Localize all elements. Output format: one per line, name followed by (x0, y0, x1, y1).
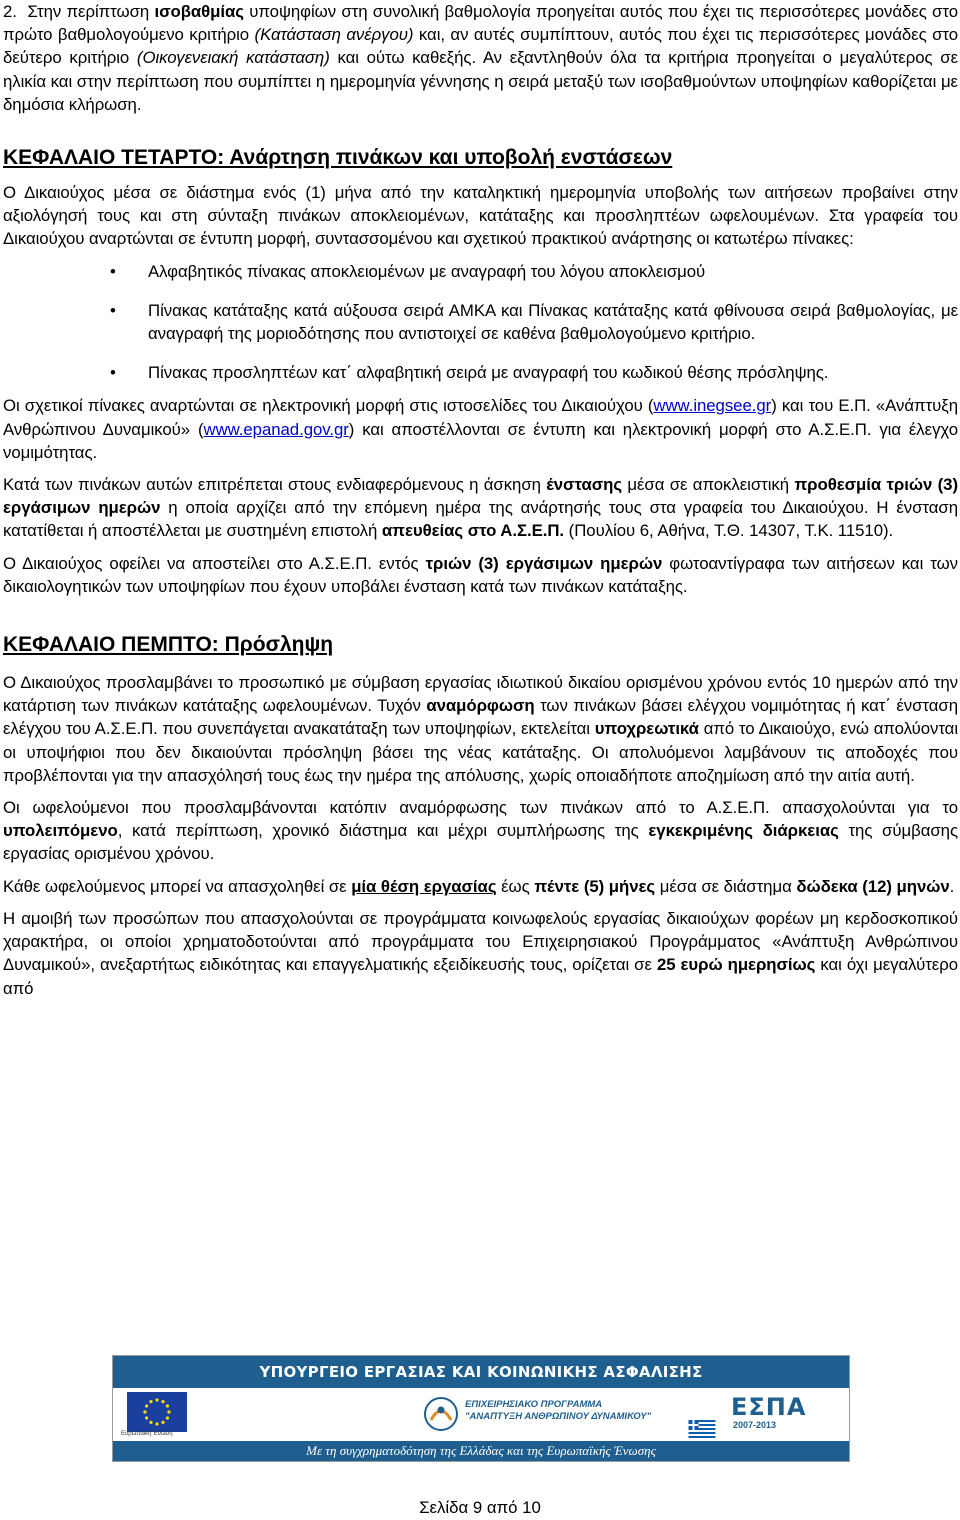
inegsee-link[interactable]: www.inegsee.gr (653, 396, 772, 416)
operational-programme-title: ΕΠΙΧΕΙΡΗΣΙΑΚΟ ΠΡΟΓΡΑΜΜΑ "ΑΝΑΠΤΥΞΗ ΑΝΘΡΩΠΙΝΟΥ ΔΥΝΑΜΙΚΟΥ" (465, 1399, 652, 1422)
epanad-link[interactable]: www.epanad.gov.gr (203, 419, 349, 439)
intro-paragraph: 2. Στην περίπτωση ισοβαθμίας υποψηφίων στη συνολική βαθμολογία προηγείται αυτός που έχει τις περισσότερες μονάδες στο πρώτο βαθμολογούμενο κριτήριο (Κατάσταση ανέργου) και, αν αυτές συμπίπτουν, αυτός που έχει τις περισσότερες μονάδες στο δεύτερο κριτήριο (Οικογενειακή κατάσταση) και ούτω καθεξής. Αν εξαντληθούν όλα τα κριτήρια προηγείται ο μεγαλύτερος σε ηλικία και στην περίπτωση που συμπίπτει η ημερομηνία γέννησης η σειρά μεταξύ των ισοβαθμούντων υποψηφίων καθορίζεται με δημόσια κλήρωση. (3, 2, 959, 114)
chapter5-paragraph-4: Η αμοιβή των προσώπων που απασχολούνται σε προγράμματα κοινωφελούς εργασίας δικαιούχων φορέων μη κερδοσκοπικού χαρακτήρα, οι οποίοι χρηματοδοτούνται από προγράμματα του Επιχειρησιακού Προγράμματος «Ανάπτυξη Ανθρώπινου Δυναμικού», ανεξαρτήτως ειδικότητας και επαγγελματικής εξειδίκευσής τους, ορίζεται σε 25 ευρώ ημερησίως και όχι μεγαλύτερο από (3, 908, 958, 998)
chapter4-paragraph-4: Ο Δικαιούχος οφείλει να αποστείλει στο Α.Σ.Ε.Π. εντός τριών (3) εργάσιμων ημερών φωτοαντίγραφα των αιτήσεων και των δικαιολογητικών των υποψηφίων που έχουν υποβάλει ένσταση κατά των πινάκων κατάταξης. (3, 553, 958, 596)
chapter4-heading: ΚΕΦΑΛΑΙΟ ΤΕΤΑΡΤΟ: Ανάρτηση πινάκων και υποβολή ενστάσεων (3, 146, 673, 170)
chapter4-paragraph-3: Κατά των πινάκων αυτών επιτρέπεται στους ενδιαφερόμενους η άσκηση ένστασης μέσα σε αποκλειστική προθεσμία τριών (3) εργάσιμων ημερών η οποία αρχίζει από την επόμενη ημέρα της ανάρτησής τους στα γραφεία του Δικαιούχου. Η ένσταση κατατίθεται ή αποστέλλεται με συστημένη επιστολή απευθείας στο Α.Σ.Ε.Π. (Πουλίου 6, Αθήνα, Τ.Θ. 14307, Τ.Κ. 11510). (3, 475, 958, 541)
document-body (3, 0, 958, 1009)
eu-caption: Ευρωπαϊκή Ένωση (121, 1431, 173, 1437)
funding-banner (112, 1355, 850, 1462)
chapter4-paragraph-2: Οι σχετικοί πίνακες αναρτώνται σε ηλεκτρονική μορφή στις ιστοσελίδες του Δικαιούχου (www.inegsee.gr) και του Ε.Π. «Ανάπτυξη Ανθρώπινου Δυναμικού» (www.epanad.gov.gr) και αποστέλλονται σε έντυπη και ηλεκτρονική μορφή στο Α.Σ.Ε.Π. για έλεγχο νομιμότητας. (3, 396, 958, 462)
page-number: Σελίδα 9 από 10 (419, 1498, 541, 1517)
logos-row (113, 1388, 849, 1441)
espa-wordmark: ΕΣΠΑ (731, 1393, 807, 1421)
greek-flag-icon (688, 1420, 716, 1438)
chapter5-paragraph-2: Οι ωφελούμενοι που προσλαμβάνονται κατόπιν αναμόρφωσης των πινάκων από το Α.Σ.Ε.Π. απασχολούνται για το υπολειπόμενο, κατά περίπτωση, χρονικό διάστημα και μέχρι συμπλήρωσης της εγκεκριμένης διάρκειας της σύμβασης εργασίας ορισμένου χρόνου. (3, 798, 958, 864)
list-item: • Πίνακας προσληπτέων κατ΄ αλφαβητική σειρά με αναγραφή του κωδικού θέσης πρόσληψης. (3, 361, 958, 384)
chapter5-paragraph-3: Κάθε ωφελούμενος μπορεί να απασχοληθεί σε μία θέση εργασίας έως πέντε (5) μήνες μέσα σε διάστημα δώδεκα (12) μηνών. (3, 876, 955, 896)
tables-list (3, 260, 958, 385)
bullet-icon: • (110, 261, 116, 281)
list-item: • Πίνακας κατάταξης κατά αύξουσα σειρά ΑΜΚΑ και Πίνακας κατάταξης κατά φθίνουσα σειρά βαθμολογίας, με αναγραφή της μοριοδότησης που αντιστοιχεί σε καθένα βαθμολογούμενο κριτήριο. (110, 300, 958, 344)
espa-logo (731, 1394, 831, 1438)
list-item: • Αλφαβητικός πίνακας αποκλειομένων με αναγραφή του λόγου αποκλεισμού (3, 260, 958, 283)
bullet-icon: • (110, 363, 116, 383)
ministry-title: ΥΠΟΥΡΓΕΙΟ ΕΡΓΑΣΙΑΣ ΚΑΙ ΚΟΙΝΩΝΙΚΗΣ ΑΣΦΑΛΙΣΗΣ (113, 1356, 849, 1388)
bullet-icon: • (110, 300, 116, 320)
operational-programme-logo-icon (423, 1396, 459, 1432)
eu-flag-icon (127, 1392, 187, 1432)
chapter5-heading: ΚΕΦΑΛΑΙΟ ΠΕΜΠΤΟ: Πρόσληψη (3, 633, 334, 657)
chapter5-paragraph-1: Ο Δικαιούχος προσλαμβάνει το προσωπικό με σύμβαση εργασίας ιδιωτικού δικαίου ορισμένου χρόνου εντός 10 ημερών από την κατάρτιση των πινάκων κατάταξης ωφελουμένων. Τυχόν αναμόρφωση των πινάκων βάσει ελέγχου νομιμότητας ή κατ΄ ένσταση ελέγχου του Α.Σ.Ε.Π. που συνεπάγεται ανακατάταξη των υποψηφίων, εκτελείται υποχρεωτικά από το Δικαιούχο, ενώ απολύονται οι υποψήφιοι που δεν δικαιούνται πρόσληψη βάσει της νέας κατάταξης. Οι απολυόμενοι λαμβάνουν τις αποδοχές που προβλέπονται για την απασχόλησή τους έως την ημέρα της απόλυσης, χωρίς οποιαδήποτε αποζημίωση από την αιτία αυτή. (3, 673, 959, 785)
cofunding-statement: Με τη συγχρηματοδότηση της Ελλάδας και της Ευρωπαϊκής Ένωσης (113, 1441, 849, 1461)
espa-years: 2007-2013 (733, 1420, 777, 1430)
chapter4-paragraph-1: Ο Δικαιούχος μέσα σε διάστημα ενός (1) μήνα από την καταληκτική ημερομηνία υποβολής των αιτήσεων προβαίνει στην αξιολόγησή τους και στη σύνταξη πινάκων αποκλειομένων, κατάταξης και προσληπτέων ωφελουμένων. Στα γραφεία του Δικαιούχου αναρτώνται σε έντυπη μορφή, συντασσομένου και σχετικού πρακτικού ανάρτησης οι κατωτέρω πίνακες: (3, 183, 958, 249)
